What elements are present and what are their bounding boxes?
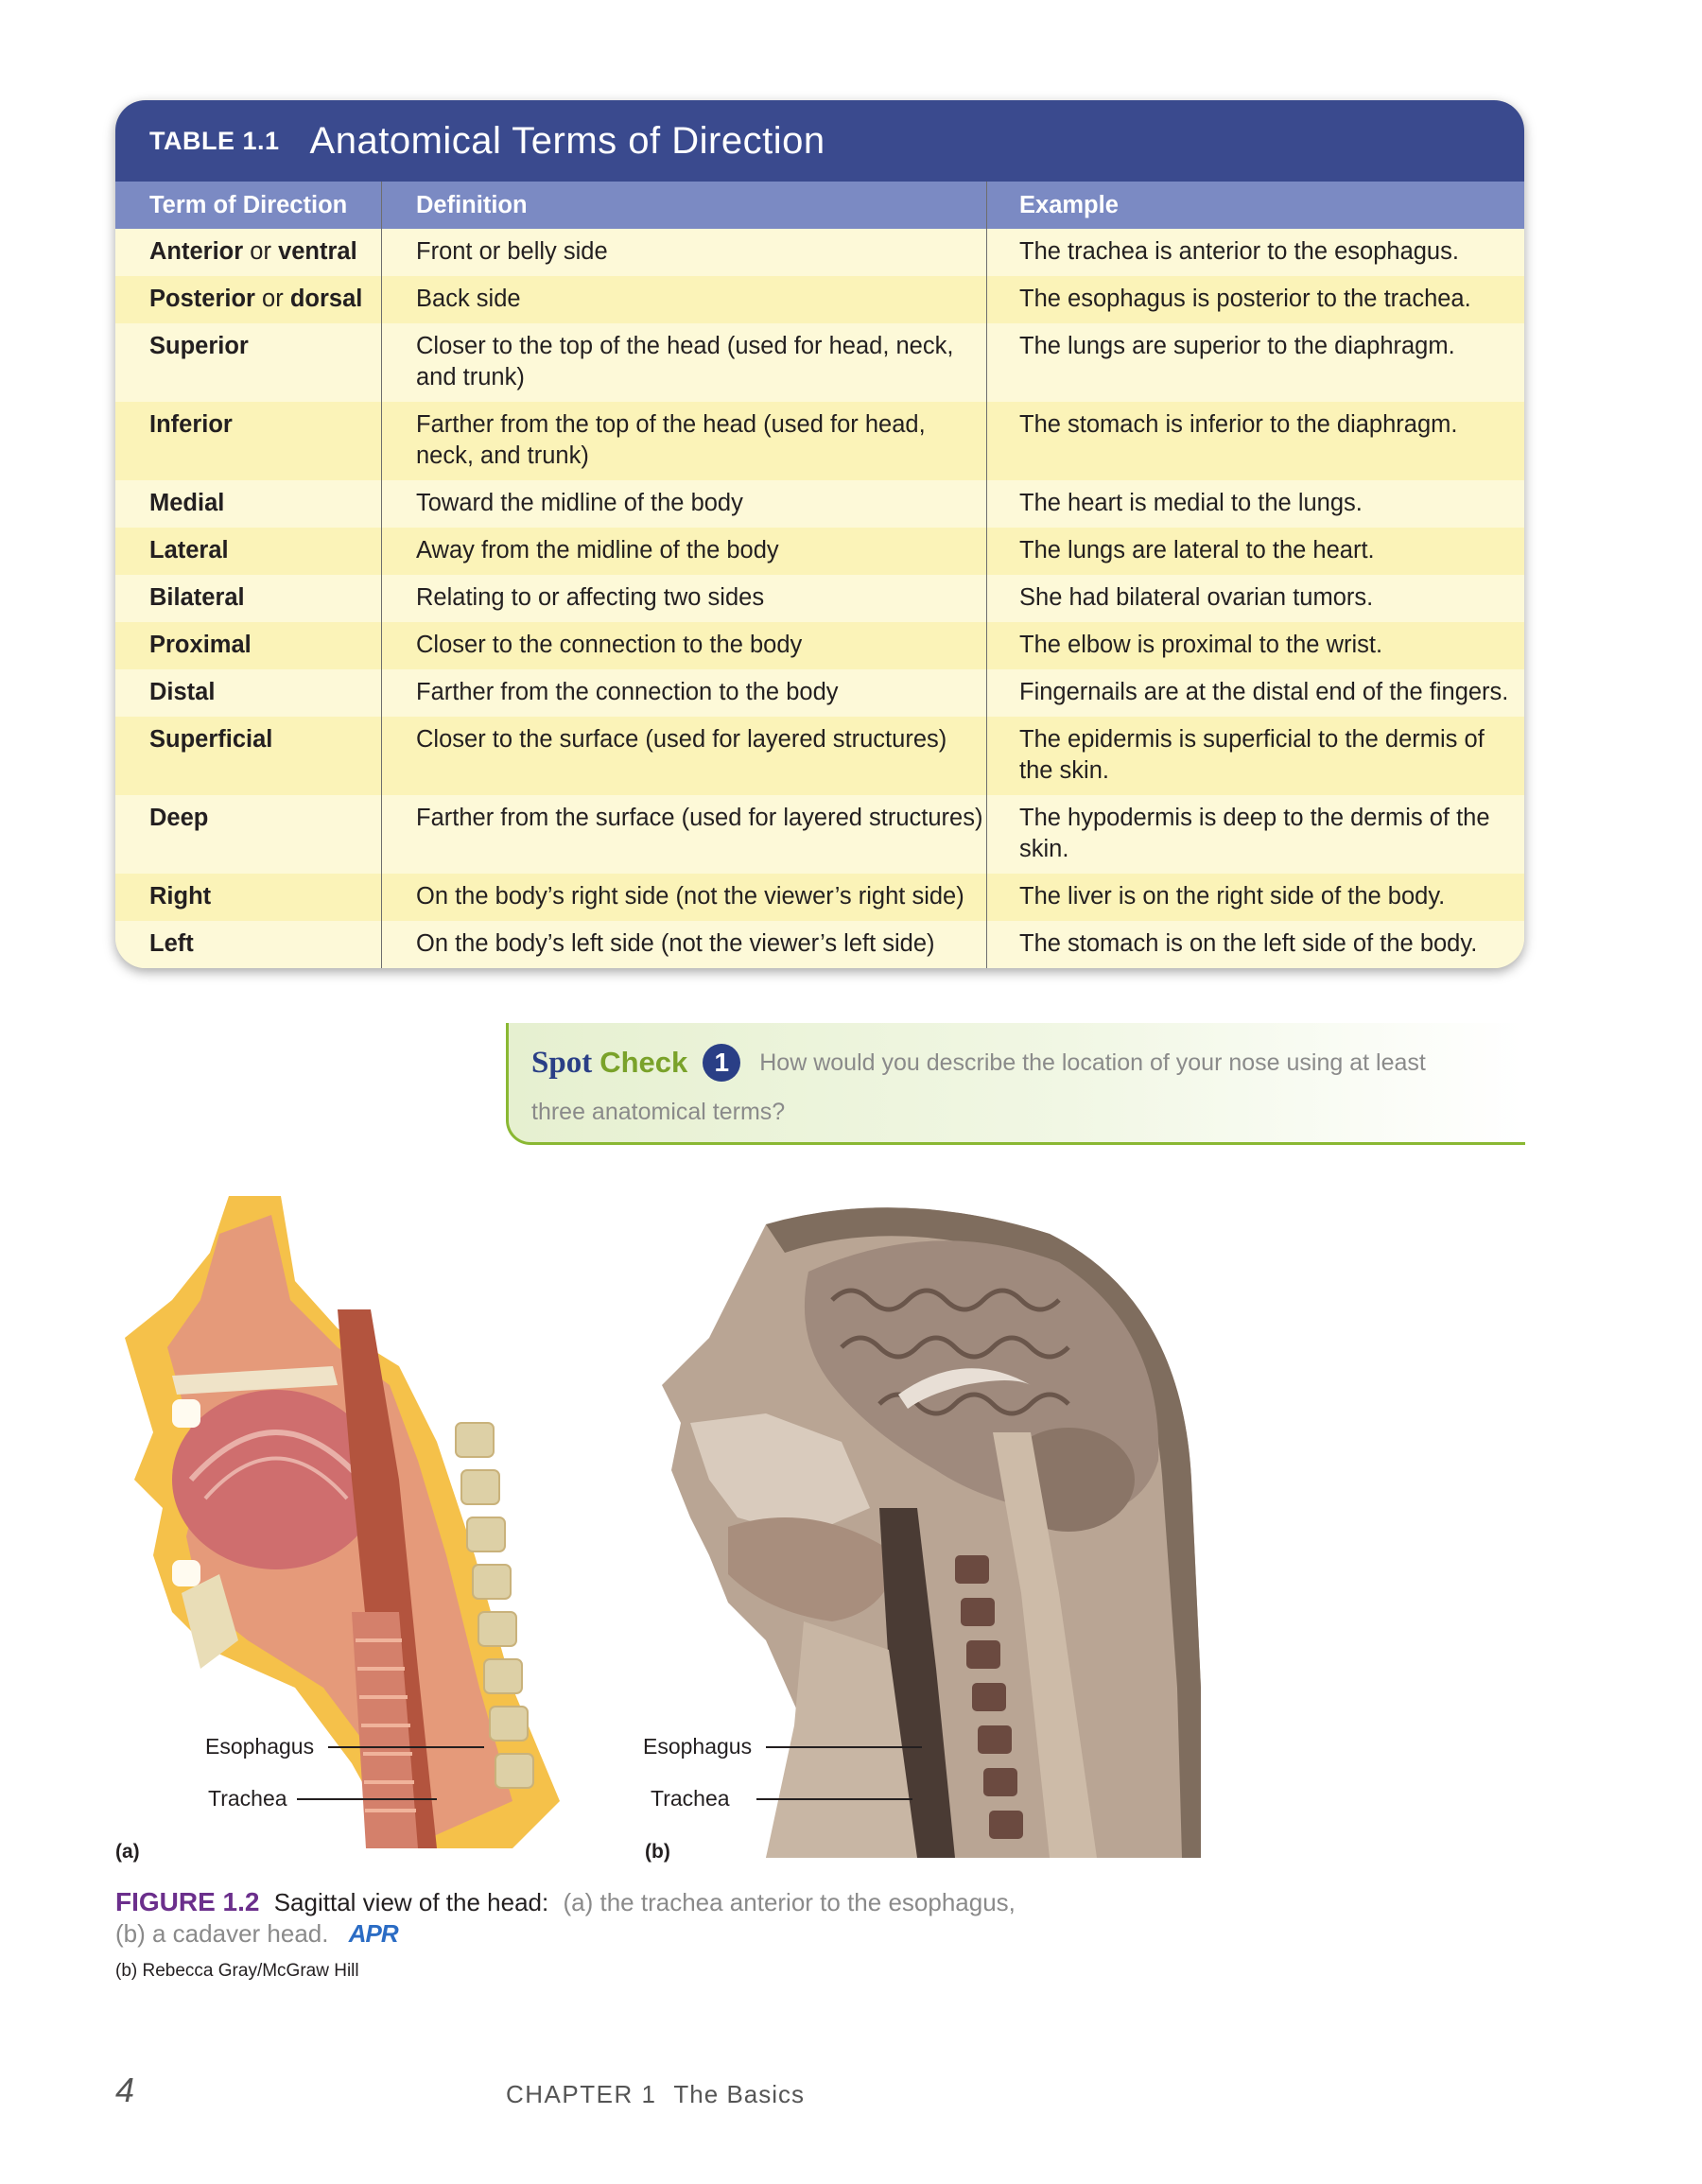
definition-cell: On the body’s right side (not the viewer’s right side) [382,874,987,921]
chapter-running-head [506,2080,805,2109]
example-cell: The epidermis is superficial to the dermis of the skin. [987,717,1525,795]
spot-check-number-badge: 1 [703,1044,740,1082]
example-cell: She had bilateral ovarian tumors. [987,575,1525,622]
definition-cell: Relating to or affecting two sides [382,575,987,622]
term-connector: or [250,238,271,265]
term-connector: or [262,286,284,312]
table-row [115,229,1524,276]
example-cell: The stomach is on the left side of the body. [987,921,1525,968]
definition-cell: On the body’s left side (not the viewer’s left side) [382,921,987,968]
figure-panel-a [115,1196,569,1863]
example-cell: The stomach is inferior to the diaphragm. [987,402,1525,480]
apr-badge-icon[interactable]: APR [348,1919,398,1948]
panel-label-b: (b) [645,1841,670,1863]
term-cell [115,480,382,528]
column-header-definition: Definition [382,182,987,229]
table-row [115,323,1524,402]
definition-cell: Closer to the top of the head (used for head, neck, and trunk) [382,323,987,402]
term-cell [115,229,382,276]
term-alternate-name: dorsal [289,286,363,312]
term-name: Left [149,930,194,957]
label-trachea-a: Trachea [208,1786,287,1811]
example-cell: The hypodermis is deep to the dermis of the skin. [987,795,1525,874]
definition-cell: Back side [382,276,987,323]
column-header-term: Term of Direction [115,182,382,229]
term-name: Posterior [149,286,255,312]
figure-caption [115,1886,1061,1950]
photo-credit: (b) Rebecca Gray/McGraw Hill [115,1961,359,1981]
definition-cell: Farther from the connection to the body [382,669,987,717]
term-cell [115,528,382,575]
table-row [115,480,1524,528]
example-cell: The liver is on the right side of the body. [987,874,1525,921]
column-header-row [115,182,1524,229]
example-cell: The lungs are superior to the diaphragm. [987,323,1525,402]
table-row [115,575,1524,622]
term-cell [115,622,382,669]
spot-check-word-spot: Spot [531,1045,593,1080]
figure-panel-b [643,1196,1201,1863]
table-row [115,921,1524,968]
label-esophagus-a: Esophagus [205,1734,315,1759]
term-name: Right [149,883,212,910]
term-cell [115,921,382,968]
spot-check-heading [531,1044,1426,1082]
panel-label-a: (a) [115,1841,140,1863]
definition-cell: Closer to the connection to the body [382,622,987,669]
example-cell: Fingernails are at the distal end of the fingers. [987,669,1525,717]
definition-cell: Toward the midline of the body [382,480,987,528]
definition-cell: Closer to the surface (used for layered structures) [382,717,987,795]
table-body [115,182,1524,968]
term-name: Superior [149,333,249,359]
label-trachea-b: Trachea [651,1786,730,1811]
example-cell: The lungs are lateral to the heart. [987,528,1525,575]
example-cell: The elbow is proximal to the wrist. [987,622,1525,669]
term-cell [115,323,382,402]
chapter-label: CHAPTER 1 [506,2080,657,2108]
figure-description-line1: (a) the trachea anterior to the esophagus, [563,1888,1016,1916]
term-cell [115,402,382,480]
term-cell [115,669,382,717]
definition-cell: Front or belly side [382,229,987,276]
term-name: Anterior [149,238,244,265]
table-title: Anatomical Terms of Direction [309,119,825,162]
table-row [115,276,1524,323]
spot-check-box [506,1023,1525,1145]
example-cell: The esophagus is posterior to the trachea. [987,276,1525,323]
column-header-example: Example [987,182,1525,229]
term-cell [115,795,382,874]
table-row [115,528,1524,575]
table-number: TABLE 1.1 [149,126,280,155]
table-row [115,874,1524,921]
term-name: Inferior [149,411,233,438]
term-name: Bilateral [149,584,245,611]
page-number: 4 [115,2071,135,2109]
definition-cell: Farther from the top of the head (used for head, neck, and trunk) [382,402,987,480]
spot-check-word-check: Check [599,1046,688,1079]
table-row [115,669,1524,717]
figure-description-line2: (b) a cadaver head. [115,1919,329,1948]
figure-title: Sagittal view of the head: [273,1888,549,1916]
term-name: Proximal [149,632,252,658]
table-row [115,622,1524,669]
spot-check-question-line1: How would you describe the location of your nose using at least [759,1049,1426,1076]
table-header-bar [115,100,1524,182]
label-esophagus-b: Esophagus [643,1734,753,1759]
sagittal-head-illustration [115,1196,569,1848]
chapter-title: The Basics [673,2080,806,2108]
direction-terms-table [115,100,1524,968]
example-cell: The trachea is anterior to the esophagus. [987,229,1525,276]
table-row [115,717,1524,795]
definition-cell: Farther from the surface (used for layered structures) [382,795,987,874]
term-name: Lateral [149,537,229,563]
spot-check-question-line2: three anatomical terms? [531,1099,786,1125]
term-name: Deep [149,805,209,831]
figure-number: FIGURE 1.2 [115,1887,260,1916]
term-cell [115,874,382,921]
term-cell [115,276,382,323]
term-name: Distal [149,679,216,705]
term-cell [115,575,382,622]
term-name: Medial [149,490,225,516]
term-cell [115,717,382,795]
term-alternate-name: ventral [278,238,357,265]
table-row [115,795,1524,874]
definition-cell: Away from the midline of the body [382,528,987,575]
example-cell: The heart is medial to the lungs. [987,480,1525,528]
term-name: Superficial [149,726,273,753]
table-row [115,402,1524,480]
